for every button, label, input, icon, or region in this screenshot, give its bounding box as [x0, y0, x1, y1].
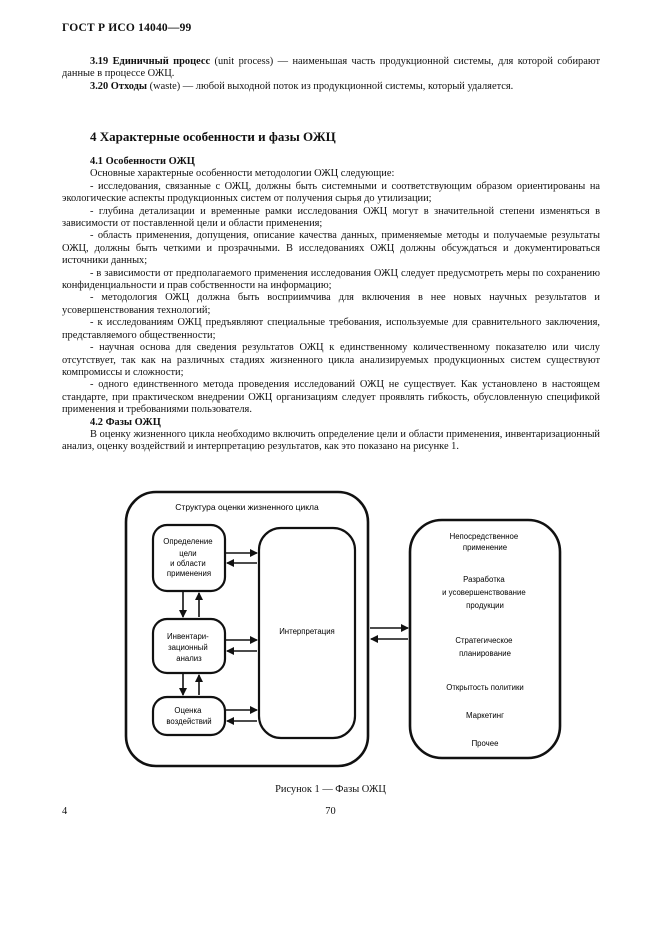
application-item: Маркетинг: [466, 711, 504, 720]
list-item: - к исследованиям ОЖЦ предъявляют специальные требования, используемые для сравнительного заключения, представляемого общественности;: [62, 317, 600, 341]
inventory-analysis-label: Инвентари- зационный анализ: [167, 632, 209, 663]
list-item: - методология ОЖЦ должна быть восприимчива для включения в нее новых научных результатов и усовершенствования технологий;: [62, 292, 600, 316]
impact-assessment-box: [153, 697, 225, 735]
definition-term: 3.19 Единичный процесс: [90, 56, 211, 67]
subsection-intro: Основные характерные особенности методологии ОЖЦ следующие:: [90, 168, 395, 180]
definition-text: (waste) — любой выходной поток из продукционной системы, который удаляется.: [147, 80, 514, 92]
list-item: - исследования, связанные с ОЖЦ, должны быть системными и соответствующим образом ориентированы на экологические аспекты продукционных систем от получения сырья до утилизации;: [62, 180, 600, 205]
page-number-global: 70: [325, 806, 336, 817]
list-item: - в зависимости от предполагаемого применения исследования ОЖЦ следует предусмотреть меры по сохранению конфиденциальности и прав собственности на информацию;: [62, 267, 600, 292]
application-item: Открытость политики: [446, 683, 524, 692]
list-item: - одного единственного метода проведения исследований ОЖЦ не существует. Как установлено в настоящем стандарте, при практическом внедрении ОЖЦ организациям следует проявлять гибкость, обусловленную спецификой применения и требованиями пользователя.: [62, 379, 600, 416]
definition-text: (unit process) — наименьшая часть продукционной системы, для которой собирают данные в процессе ОЖЦ.: [62, 56, 600, 80]
section-4-1: [62, 156, 600, 454]
lca-phases-figure: [120, 484, 600, 774]
definition-3-20: [62, 81, 600, 93]
impact-assessment-label: Оценка воздействий: [166, 706, 212, 726]
application-item: Прочее: [471, 739, 499, 748]
goal-scope-box: [153, 525, 225, 591]
section-title: 4 Характерные особенности и фазы ОЖЦ: [90, 129, 336, 144]
page-number-local: 4: [62, 806, 68, 817]
application-item: Разработка и усовершенствование продукции: [442, 575, 526, 610]
interpretation-label: Интерпретация: [279, 627, 335, 636]
definitions-block: [62, 56, 600, 93]
list-item: - научная основа для сведения результатов ОЖЦ к единственному количественному показателю или числу отсутствует, так как на различных стадиях жизненного цикла анализируемых продукционных систем существуют компромиссы и сложности;: [62, 342, 600, 378]
subsection-text: В оценку жизненного цикла необходимо включить определение цели и области применения, инвентаризационный анализ, оценку воздействий и интерпретацию результатов, как это показано на рисунке 1.: [62, 428, 600, 453]
lca-diagram: [120, 484, 600, 774]
figure-caption: Рисунок 1 — Фазы ОЖЦ: [275, 784, 386, 795]
definition-term: 3.20 Отходы: [90, 80, 148, 92]
list-item: - область применения, допущения, описание качества данных, применяемые методы и получаемые результаты ОЖЦ, должны быть четкими и прозрачными. В исследованиях ОЖЦ должны обсуждаться и документироваться источники данных;: [62, 230, 600, 267]
goal-scope-label: Определение цели и области применения: [163, 537, 213, 578]
list-item: - глубина детализации и временные рамки исследования ОЖЦ могут в значительной степени изменяться в зависимости от поставленной цели и области применения;: [62, 205, 600, 230]
framework-title: Структура оценки жизненного цикла: [175, 502, 319, 512]
subsection-title: 4.1 Особенности ОЖЦ: [90, 156, 195, 167]
application-item: Стратегическое планирование: [455, 636, 513, 658]
subsection-title: 4.2 Фазы ОЖЦ: [90, 416, 161, 428]
definition-3-19: [62, 56, 600, 81]
direct-applications-title: Непосредственное применение: [449, 532, 519, 552]
document-header: ГОСТ Р ИСО 14040—99: [62, 22, 192, 34]
